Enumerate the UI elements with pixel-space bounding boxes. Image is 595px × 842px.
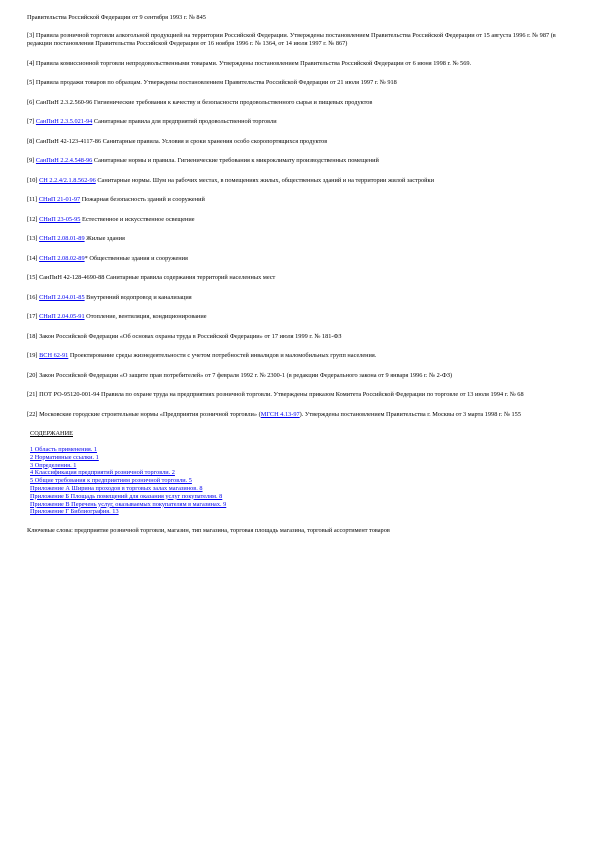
bibliography-entry	[27, 411, 562, 419]
standard-link[interactable]: СНиП 2.04.01-85	[39, 293, 85, 301]
bibliography-entry: [5] Правила продажи товаров по образцам. Утверждены постановлением Правительства Российской Федерации от 21 июля 1997 г. № 918	[27, 79, 397, 86]
entry-prefix: [9]	[27, 157, 36, 164]
entry-suffix: Отопление, вентиляция, кондиционирование	[84, 313, 207, 320]
entry-prefix: [16]	[27, 293, 40, 301]
entry-suffix: Жилые здания	[84, 235, 125, 242]
entry-prefix: [22] Московские городские строительные нормы «Предприятия розничной торговли» (	[27, 410, 261, 418]
standard-link[interactable]: СНиП 2.04.05-91	[39, 313, 85, 320]
bibliography-entry	[27, 294, 562, 302]
entry-suffix: Санитарные нормы. Шум на рабочих местах, в помещениях жилых, общественных зданий и на территории жилой застройки	[95, 176, 434, 184]
standard-link[interactable]: МГСН 4.13-97	[260, 410, 300, 418]
entry-suffix: Проектирование среды жизнедеятельности с учетом потребностей инвалидов и маломобильных групп населения.	[68, 352, 377, 359]
bibliography-entry: [8] СанПиН 42-123-4117-86 Санитарные правила. Условия и сроки хранения особо скоропортящихся продуктов	[27, 137, 328, 145]
toc-link[interactable]: Приложение Г Библиография. 13	[30, 508, 119, 516]
standard-link[interactable]: СНиП 2.08.01-89	[39, 235, 85, 242]
toc-title: СОДЕРЖАНИЕ	[30, 430, 73, 437]
entry-prefix: [7]	[27, 118, 36, 125]
bibliography-entry	[27, 216, 562, 224]
toc-link[interactable]: Приложение Б Площадь помещений для оказания услуг покупателям. 8	[30, 492, 223, 500]
bibliography-entry: [18] Закон Российской Федерации «Об основах охраны труда в Российской Федерации» от 17 июля 1999 г. № 181-ФЗ	[27, 332, 342, 340]
bibliography-entry	[27, 352, 562, 360]
bibliography-entry	[27, 177, 562, 185]
bibliography-entry: [6] СанПиН 2.3.2.560-96 Гигиенические требования к качеству и безопасности продовольственного сырья и пищевых продуктов	[27, 98, 373, 106]
entry-prefix: [13]	[27, 235, 40, 242]
bibliography-entry: Правительства Российской Федерации от 9 сентября 1993 г. № 845	[27, 14, 206, 21]
bibliography-list	[27, 14, 562, 419]
standard-link[interactable]: СН 2.2.4/2.1.8.562-96	[39, 176, 96, 184]
bibliography-entry: [15] СанПиН 42-128-4690-88 Санитарные правила содержания территорий населенных мест	[27, 274, 276, 281]
bibliography-entry	[27, 157, 562, 165]
bibliography-entry	[27, 255, 562, 263]
standard-link[interactable]: СанПиН 2.3.5.021-94	[35, 118, 93, 125]
toc-link[interactable]: 2 Нормативные ссылки. 1	[30, 453, 99, 461]
entry-suffix: Естественное и искусственное освещение	[80, 215, 195, 223]
entry-suffix: Внутренний водопровод и канализация	[84, 293, 192, 301]
bibliography-entry	[27, 196, 562, 204]
bibliography-entry	[27, 235, 562, 243]
entry-prefix: [11]	[27, 196, 39, 203]
entry-suffix: Санитарные правила для предприятий продовольственной торговли	[92, 118, 277, 125]
entry-suffix: Пожарная безопасность зданий и сооружений	[80, 196, 205, 203]
standard-link[interactable]: ВСН 62-91	[39, 352, 69, 359]
entry-prefix: [19]	[27, 352, 40, 359]
standard-link[interactable]: СНиП 21-01-97	[38, 196, 81, 203]
toc-link[interactable]: 5 Общие требования к предприятиям розничной торговли. 5	[30, 477, 192, 485]
toc-link[interactable]: 3 Определения. 1	[30, 461, 77, 469]
entry-prefix: [10]	[27, 176, 40, 184]
bibliography-entry: [20] Закон Российской Федерации «О защите прав потребителей» от 7 февраля 1992 г. № 2300-1 (в редакции Федерального закона от 9 января 1996 г. № 2-ФЗ)	[27, 371, 453, 379]
bibliography-entry: [4] Правила комиссионной торговли непродовольственными товарами. Утверждены постановлением Правительства Российской Федерации от 6 июня 1998 г. № 569.	[27, 59, 472, 67]
entry-suffix: Санитарные нормы и правила. Гигиенические требования к микроклимату производственных помещений	[92, 157, 379, 164]
entry-prefix: [17]	[27, 313, 40, 320]
toc-link[interactable]: 4 Классификация предприятий розничной торговли. 2	[30, 469, 175, 477]
document-page	[27, 14, 562, 535]
bibliography-entry: [21] ПОТ РО-95120-001-94 Правила по охране труда на предприятиях розничной торговли. Утверждены приказом Комитета Российской Федерации по торговле от 13 июля 1994 г. № 68	[27, 391, 524, 398]
standard-link[interactable]: СНиП 2.08.02-89	[39, 254, 85, 262]
entry-prefix: [12]	[27, 215, 40, 223]
entry-prefix: [14]	[27, 254, 40, 262]
standard-link[interactable]: СанПиН 2.2.4.548-96	[35, 157, 93, 164]
toc-link[interactable]: 1 Область применения. 1	[30, 446, 98, 453]
toc-link[interactable]: Приложение В Перечень услуг, оказываемых покупателям в магазинах. 9	[30, 500, 227, 508]
table-of-contents	[30, 446, 562, 516]
entry-suffix: ). Утверждены постановлением Правительства г. Москвы от 3 марта 1998 г. № 155	[299, 410, 521, 418]
entry-suffix: * Общественные здания и сооружения	[84, 254, 188, 262]
bibliography-entry	[27, 118, 562, 126]
standard-link[interactable]: СНиП 23-05-95	[39, 215, 81, 223]
bibliography-entry: [3] Правила розничной торговли алкогольной продукцией на территории Российской Федерации. Утверждены постановлением Правительства Российской Федерации от 15 августа 1996 г. № 987 (в редакции постановления Правительства Российской Федерации от 16 ноября 1996 г. № 1364, от 14 июля 1997 г. № 867)	[27, 32, 556, 47]
bibliography-entry	[27, 313, 562, 321]
toc-link[interactable]: Приложение А Ширина проходов в торговых залах магазинов. 8	[30, 484, 203, 492]
keywords-line: Ключевые слова: предприятие розничной торговли, магазин, тип магазина, торговая площадь магазина, торговый ассортимент товаров	[27, 527, 390, 535]
